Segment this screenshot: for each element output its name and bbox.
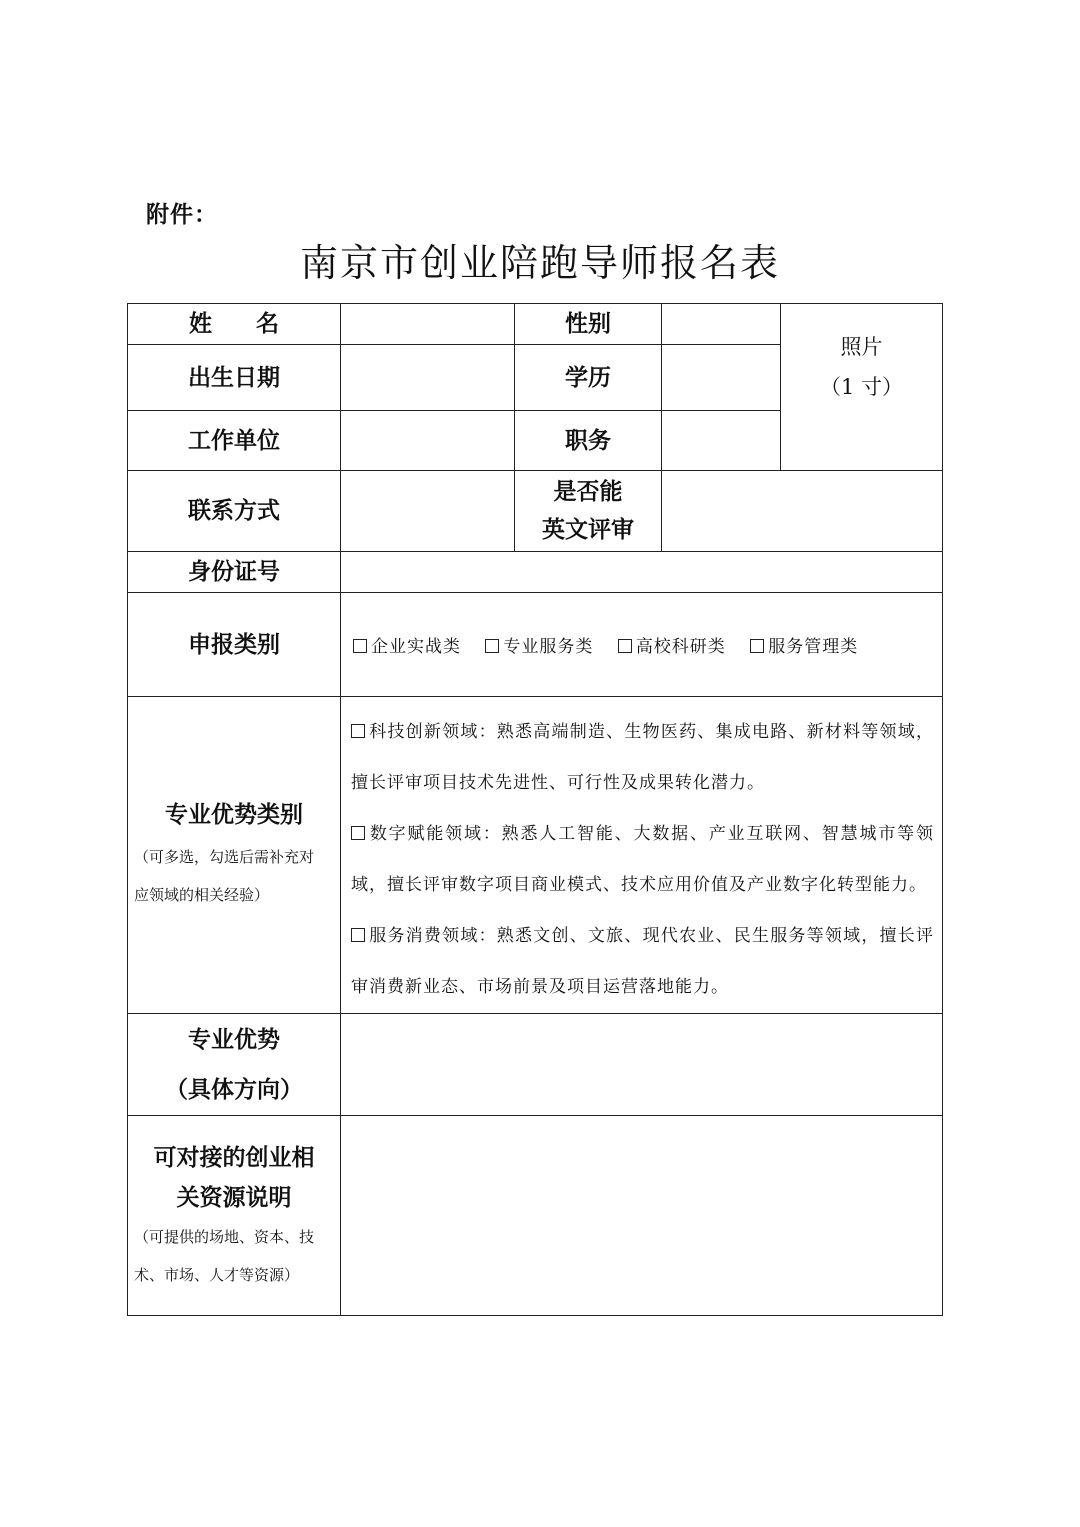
row-contact bbox=[128, 471, 943, 552]
checkbox-icon[interactable] bbox=[351, 826, 365, 840]
row-id bbox=[128, 552, 943, 593]
resource-label-line-1: 可对接的创业相 bbox=[153, 1144, 315, 1171]
photo-size-label: （1 寸） bbox=[819, 375, 904, 399]
gender-label: 性别 bbox=[515, 304, 662, 345]
checkbox-icon[interactable] bbox=[750, 639, 764, 653]
advantage-type-note-line-1: （可多选，勾选后需补充对 bbox=[134, 848, 315, 866]
resource-note-line-1: （可提供的场地、资本、技 bbox=[134, 1227, 315, 1246]
photo-area[interactable] bbox=[781, 304, 943, 471]
advantage-option-tech[interactable]: 科技创新领域：熟悉高端制造、生物医药、集成电路、新材料等领域，擅长评审项目技术先进性、可行性及成果转化潜力。 bbox=[351, 722, 934, 793]
resource-label-cell bbox=[128, 1116, 341, 1316]
attachment-label: 附件： bbox=[146, 202, 218, 228]
resource-label-line-2: 关资源说明 bbox=[176, 1184, 292, 1211]
gender-field[interactable] bbox=[662, 304, 781, 345]
row-name bbox=[128, 304, 943, 345]
category-option-enterprise[interactable]: 企业实战类 bbox=[353, 632, 461, 657]
name-label-char-1: 姓 bbox=[189, 311, 212, 337]
advantage-type-note-line-2: 应领域的相关经验） bbox=[134, 886, 270, 904]
registration-form-table bbox=[127, 303, 943, 1316]
advantage-type-options bbox=[341, 697, 943, 1014]
resource-note-line-2: 术、市场、人才等资源） bbox=[134, 1265, 300, 1284]
advantage-label-line-1: 专业优势 bbox=[188, 1026, 280, 1053]
english-review-field[interactable] bbox=[662, 471, 943, 552]
english-review-label-line-1: 是否能 bbox=[553, 479, 623, 505]
category-options bbox=[341, 593, 943, 697]
advantage-type-label-cell bbox=[128, 697, 341, 1014]
birth-date-field[interactable] bbox=[341, 345, 515, 411]
advantage-option-digital[interactable]: 数字赋能领域：熟悉人工智能、大数据、产业互联网、智慧城市等领域，擅长评审数字项目商业模式、技术应用价值及产业数字化转型能力。 bbox=[351, 824, 934, 895]
english-review-label bbox=[515, 471, 662, 552]
category-option-university[interactable]: 高校科研类 bbox=[618, 632, 726, 657]
row-resources bbox=[128, 1116, 943, 1316]
position-label: 职务 bbox=[515, 411, 662, 471]
id-number-label: 身份证号 bbox=[128, 552, 341, 593]
birth-date-label: 出生日期 bbox=[128, 345, 341, 411]
advantage-type-label: 专业优势类别 bbox=[165, 802, 303, 828]
row-category bbox=[128, 593, 943, 697]
education-field[interactable] bbox=[662, 345, 781, 411]
resource-field[interactable] bbox=[341, 1116, 943, 1316]
name-field[interactable] bbox=[341, 304, 515, 345]
checkbox-icon[interactable] bbox=[618, 639, 632, 653]
name-label-char-2: 名 bbox=[256, 311, 279, 337]
work-unit-label: 工作单位 bbox=[128, 411, 341, 471]
contact-field[interactable] bbox=[341, 471, 515, 552]
category-option-management[interactable]: 服务管理类 bbox=[750, 632, 858, 657]
contact-label: 联系方式 bbox=[128, 471, 341, 552]
english-review-label-line-2: 英文评审 bbox=[542, 517, 634, 543]
education-label: 学历 bbox=[515, 345, 662, 411]
position-field[interactable] bbox=[662, 411, 781, 471]
advantage-field[interactable] bbox=[341, 1014, 943, 1116]
checkbox-icon[interactable] bbox=[353, 639, 367, 653]
page-title: 南京市创业陪跑导师报名表 bbox=[299, 241, 780, 285]
id-number-field[interactable] bbox=[341, 552, 943, 593]
photo-label: 照片 bbox=[840, 335, 883, 359]
advantage-label-cell bbox=[128, 1014, 341, 1116]
advantage-option-consumer[interactable]: 服务消费领域：熟悉文创、文旅、现代农业、民生服务等领域，擅长评审消费新业态、市场前景及项目运营落地能力。 bbox=[351, 926, 934, 997]
row-advantage-type bbox=[128, 697, 943, 1014]
checkbox-icon[interactable] bbox=[485, 639, 499, 653]
category-option-professional[interactable]: 专业服务类 bbox=[485, 632, 593, 657]
work-unit-field[interactable] bbox=[341, 411, 515, 471]
checkbox-icon[interactable] bbox=[351, 724, 365, 738]
advantage-label-line-2: （具体方向） bbox=[165, 1076, 303, 1103]
row-advantage bbox=[128, 1014, 943, 1116]
checkbox-icon[interactable] bbox=[351, 928, 365, 942]
category-label: 申报类别 bbox=[128, 593, 341, 697]
name-label bbox=[128, 304, 341, 345]
